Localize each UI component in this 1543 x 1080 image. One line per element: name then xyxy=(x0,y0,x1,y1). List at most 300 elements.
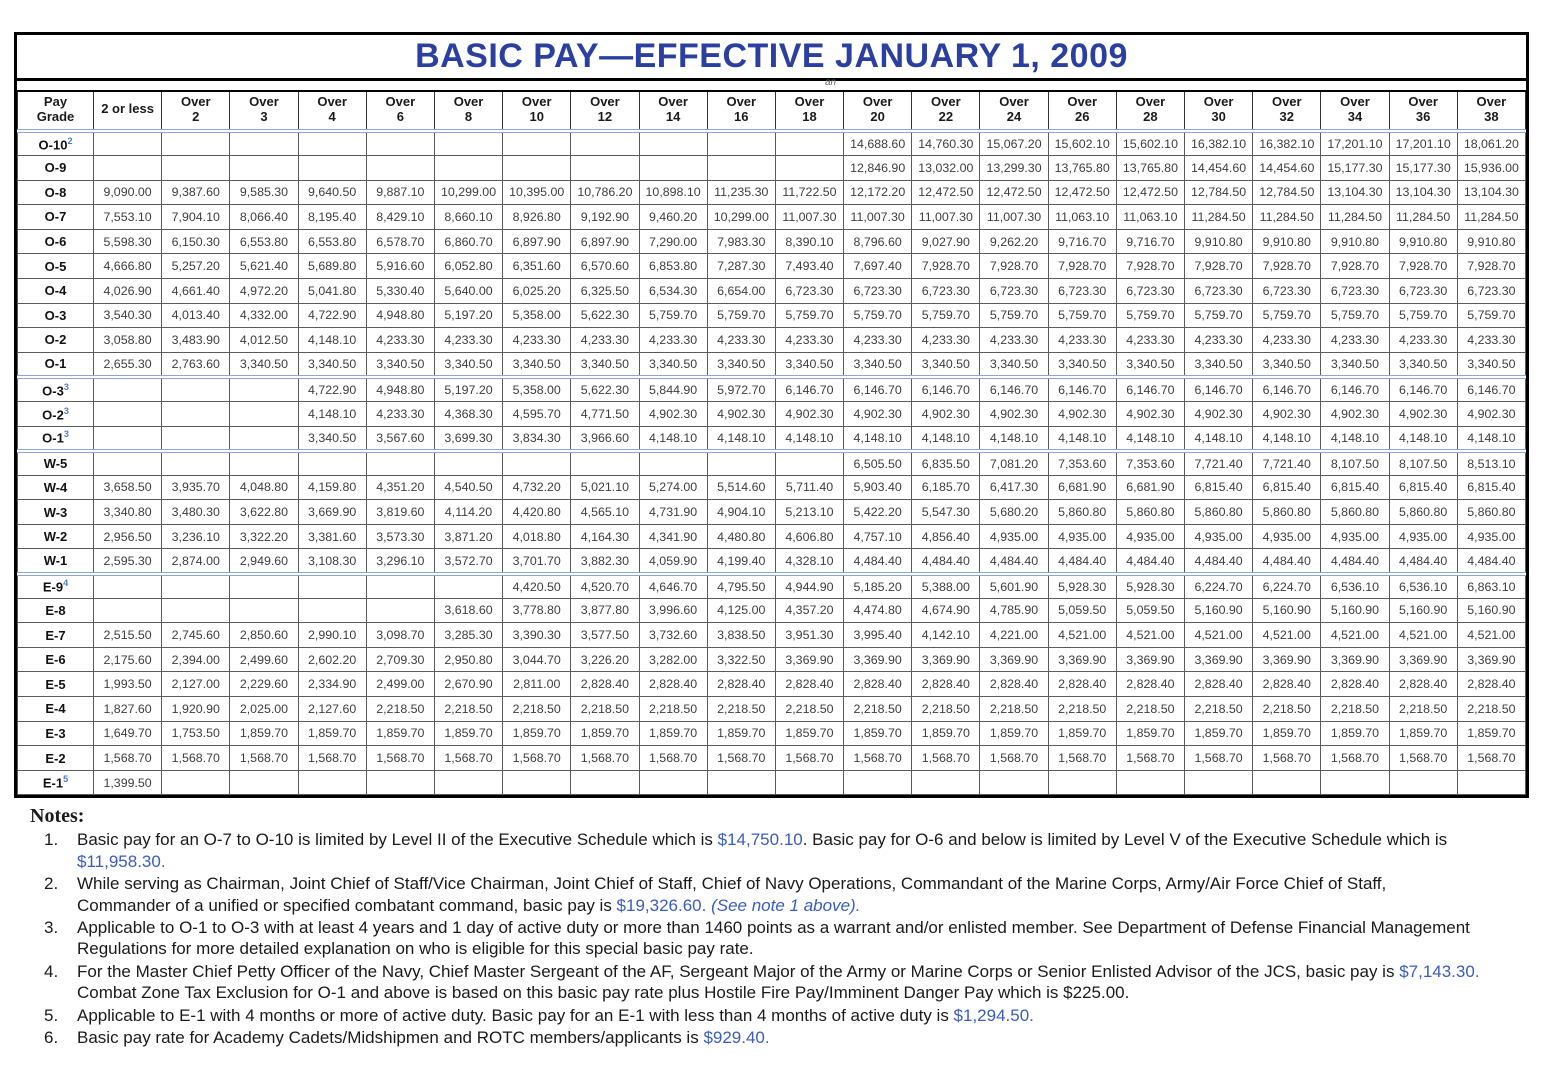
pay-cell: 4,948.80 xyxy=(366,377,434,402)
pay-cell xyxy=(434,574,502,599)
pay-cell xyxy=(230,574,298,599)
pay-cell: 4,148.10 xyxy=(1116,426,1184,451)
pay-cell: 4,148.10 xyxy=(298,401,366,426)
pay-cell: 9,887.10 xyxy=(366,180,434,205)
pay-cell xyxy=(298,598,366,623)
grade-cell: W-2 xyxy=(18,524,94,549)
pay-cell: 3,296.10 xyxy=(366,549,434,574)
pay-cell: 3,882.30 xyxy=(571,549,639,574)
note-text: Basic pay rate for Academy Cadets/Midshipmen and ROTC members/applicants is $929.40. xyxy=(77,1028,770,1048)
pay-cell: 4,233.30 xyxy=(980,328,1048,353)
pay-cell: 14,760.30 xyxy=(912,131,980,156)
grade-cell: W-5 xyxy=(18,451,94,476)
pay-cell xyxy=(162,155,230,180)
pay-cell: 6,025.20 xyxy=(503,278,571,303)
pay-cell: 6,723.30 xyxy=(1389,278,1457,303)
pay-cell: 5,021.10 xyxy=(571,475,639,500)
pay-cell: 14,454.60 xyxy=(1185,155,1253,180)
pay-cell: 7,287.30 xyxy=(707,254,775,279)
pay-cell: 5,213.10 xyxy=(775,500,843,525)
pay-cell: 4,935.00 xyxy=(1048,524,1116,549)
pay-cell: 5,160.90 xyxy=(1389,598,1457,623)
pay-cell: 3,877.80 xyxy=(571,598,639,623)
notes-section xyxy=(30,805,1523,1048)
pay-cell xyxy=(162,401,230,426)
table-row xyxy=(18,647,1526,672)
pay-cell xyxy=(162,426,230,451)
pay-cell: 1,649.70 xyxy=(94,721,162,746)
table-row xyxy=(18,697,1526,722)
pay-cell: 3,340.50 xyxy=(298,352,366,377)
pay-cell: 10,898.10 xyxy=(639,180,707,205)
pay-cell: 7,928.70 xyxy=(980,254,1048,279)
note-item xyxy=(30,961,1523,1004)
pay-cell: 2,218.50 xyxy=(1457,697,1525,722)
notes-list xyxy=(30,829,1523,1048)
pay-cell: 2,218.50 xyxy=(1389,697,1457,722)
pay-cell: 1,859.70 xyxy=(1116,721,1184,746)
pay-cell: 5,185.20 xyxy=(844,574,912,599)
pay-cell: 2,218.50 xyxy=(775,697,843,722)
pay-cell: 15,067.20 xyxy=(980,131,1048,156)
pay-cell: 6,815.40 xyxy=(1185,475,1253,500)
pay-cell: 3,340.50 xyxy=(298,426,366,451)
pay-cell: 9,387.60 xyxy=(162,180,230,205)
pay-cell: 1,859.70 xyxy=(298,721,366,746)
pay-cell: 1,859.70 xyxy=(1321,721,1389,746)
header-gap xyxy=(17,77,1526,90)
note-item xyxy=(30,917,1523,960)
pay-cell: 2,218.50 xyxy=(571,697,639,722)
pay-cell xyxy=(94,426,162,451)
pay-cell: 6,897.90 xyxy=(571,229,639,254)
pay-cell: 4,521.00 xyxy=(1389,623,1457,648)
pay-cell: 2,218.50 xyxy=(434,697,502,722)
pay-cell: 2,218.50 xyxy=(503,697,571,722)
pay-cell: 7,928.70 xyxy=(1457,254,1525,279)
pay-cell: 1,568.70 xyxy=(1185,746,1253,771)
pay-cell: 11,063.10 xyxy=(1048,205,1116,230)
pay-cell: 10,786.20 xyxy=(571,180,639,205)
pay-cell xyxy=(230,451,298,476)
pay-cell: 4,521.00 xyxy=(1321,623,1389,648)
grade-cell: E-2 xyxy=(18,746,94,771)
pay-cell xyxy=(1116,770,1184,795)
pay-cell: 4,732.20 xyxy=(503,475,571,500)
pay-cell xyxy=(503,155,571,180)
pay-cell: 9,027.90 xyxy=(912,229,980,254)
page-title: BASIC PAY—EFFECTIVE JANUARY 1, 2009 xyxy=(415,37,1128,75)
pay-cell: 3,819.60 xyxy=(366,500,434,525)
table-row xyxy=(18,623,1526,648)
pay-cell: 3,369.90 xyxy=(1048,647,1116,672)
pay-cell: 2,218.50 xyxy=(980,697,1048,722)
pay-cell: 1,859.70 xyxy=(230,721,298,746)
pay-cell: 4,233.30 xyxy=(1048,328,1116,353)
pay-cell: 4,484.40 xyxy=(1185,549,1253,574)
note-item xyxy=(30,1027,1523,1048)
pay-cell: 1,859.70 xyxy=(1048,721,1116,746)
pay-cell: 6,681.90 xyxy=(1116,475,1184,500)
pay-cell: 3,340.50 xyxy=(434,352,502,377)
pay-cell: 4,856.40 xyxy=(912,524,980,549)
pay-cell: 3,567.60 xyxy=(366,426,434,451)
pay-cell: 3,966.60 xyxy=(571,426,639,451)
pay-cell: 5,916.60 xyxy=(366,254,434,279)
pay-cell: 1,568.70 xyxy=(503,746,571,771)
pay-cell xyxy=(775,451,843,476)
pay-cell: 11,284.50 xyxy=(1321,205,1389,230)
pay-cell: 4,935.00 xyxy=(1457,524,1525,549)
pay-cell: 5,860.80 xyxy=(1389,500,1457,525)
pay-cell: 4,351.20 xyxy=(366,475,434,500)
pay-cell: 4,661.40 xyxy=(162,278,230,303)
pay-cell: 3,369.90 xyxy=(980,647,1048,672)
pay-cell xyxy=(503,131,571,156)
pay-cell: 7,928.70 xyxy=(1321,254,1389,279)
pay-cell: 3,573.30 xyxy=(366,524,434,549)
pay-cell: 3,322.50 xyxy=(707,647,775,672)
pay-cell: 4,142.10 xyxy=(912,623,980,648)
pay-cell: 2,394.00 xyxy=(162,647,230,672)
pay-cell: 3,058.80 xyxy=(94,328,162,353)
pay-cell xyxy=(230,770,298,795)
pay-cell: 2,334.90 xyxy=(298,672,366,697)
pay-cell xyxy=(230,401,298,426)
grade-cell: $O-1^3$ xyxy=(18,426,94,451)
grade-cell: O-6 xyxy=(18,229,94,254)
pay-cell: 4,904.10 xyxy=(707,500,775,525)
column-header: Over 12 xyxy=(571,91,639,131)
pay-cell: 4,368.30 xyxy=(434,401,502,426)
pay-cell: 4,935.00 xyxy=(1389,524,1457,549)
pay-cell: 3,871.20 xyxy=(434,524,502,549)
note-text: While serving as Chairman, Joint Chief of Staff/Vice Chairman, Joint Chief of Staff, Chief of Navy Operations, Commandant of the Marine Corps, Army/Air Force Chief of Staff, Commander of a unified or specified combatant command, basic pay is $19,326.60. (See note 1 above). xyxy=(77,874,1387,915)
pay-cell xyxy=(707,451,775,476)
pay-cell: 4,935.00 xyxy=(980,524,1048,549)
pay-cell: 2,828.40 xyxy=(1116,672,1184,697)
pay-cell: 5,759.70 xyxy=(1185,303,1253,328)
pay-cell: 4,148.10 xyxy=(844,426,912,451)
pay-cell: 14,688.60 xyxy=(844,131,912,156)
table-row xyxy=(18,303,1526,328)
pay-cell xyxy=(162,131,230,156)
pay-cell xyxy=(639,451,707,476)
pay-cell: 9,910.80 xyxy=(1389,229,1457,254)
pay-cell: 2,828.40 xyxy=(1253,672,1321,697)
pay-cell: 2,950.80 xyxy=(434,647,502,672)
pay-cell: 5,759.70 xyxy=(639,303,707,328)
pay-cell: 2,499.60 xyxy=(230,647,298,672)
pay-cell: 4,233.30 xyxy=(1389,328,1457,353)
note-item xyxy=(30,873,1523,916)
pay-cell: 5,059.50 xyxy=(1116,598,1184,623)
pay-cell: 6,146.70 xyxy=(1457,377,1525,402)
pay-cell: 3,572.70 xyxy=(434,549,502,574)
pay-cell: 6,146.70 xyxy=(1253,377,1321,402)
pay-cell: 2,218.50 xyxy=(1185,697,1253,722)
pay-cell xyxy=(162,377,230,402)
pay-cell: 4,540.50 xyxy=(434,475,502,500)
pay-cell: 9,910.80 xyxy=(1253,229,1321,254)
pay-cell: 5,598.30 xyxy=(94,229,162,254)
pay-cell: 4,722.90 xyxy=(298,377,366,402)
pay-cell: 4,233.30 xyxy=(707,328,775,353)
pay-cell: 1,568.70 xyxy=(639,746,707,771)
pay-cell xyxy=(707,155,775,180)
pay-cell: 4,521.00 xyxy=(1048,623,1116,648)
pay-cell: 15,936.00 xyxy=(1457,155,1525,180)
pay-cell: 6,553.80 xyxy=(298,229,366,254)
pay-cell: 2,828.40 xyxy=(912,672,980,697)
pay-cell: 2,828.40 xyxy=(639,672,707,697)
pay-cell: 2,828.40 xyxy=(1048,672,1116,697)
pay-cell: 1,568.70 xyxy=(1048,746,1116,771)
pay-cell xyxy=(1048,770,1116,795)
pay-cell: 6,723.30 xyxy=(1048,278,1116,303)
pay-cell: 3,834.30 xyxy=(503,426,571,451)
pay-cell: 3,369.90 xyxy=(775,647,843,672)
pay-cell: 4,948.80 xyxy=(366,303,434,328)
pay-cell: 4,233.30 xyxy=(1116,328,1184,353)
pay-cell: 5,844.90 xyxy=(639,377,707,402)
pay-cell: 5,759.70 xyxy=(844,303,912,328)
pay-cell: 12,472.50 xyxy=(1116,180,1184,205)
pay-cell: 4,148.10 xyxy=(707,426,775,451)
column-header: Over 24 xyxy=(980,91,1048,131)
pay-cell: 4,944.90 xyxy=(775,574,843,599)
column-header: Over 10 xyxy=(503,91,571,131)
pay-cell: 6,815.40 xyxy=(1457,475,1525,500)
column-header: Over 4 xyxy=(298,91,366,131)
pay-cell: 5,197.20 xyxy=(434,377,502,402)
pay-cell: 7,928.70 xyxy=(1116,254,1184,279)
table-row xyxy=(18,131,1526,156)
pay-cell: 3,390.30 xyxy=(503,623,571,648)
pay-cell: 5,358.00 xyxy=(503,303,571,328)
pay-cell: 7,081.20 xyxy=(980,451,1048,476)
pay-cell: 7,290.00 xyxy=(639,229,707,254)
table-row xyxy=(18,770,1526,795)
pay-cell: 12,846.90 xyxy=(844,155,912,180)
pay-cell: 6,723.30 xyxy=(912,278,980,303)
pay-cell: 1,859.70 xyxy=(1457,721,1525,746)
pay-cell: 1,859.70 xyxy=(1185,721,1253,746)
pay-cell: 5,759.70 xyxy=(707,303,775,328)
pay-cell xyxy=(775,131,843,156)
pay-table-frame xyxy=(14,32,1529,798)
pay-cell: 5,041.80 xyxy=(298,278,366,303)
pay-cell: 2,709.30 xyxy=(366,647,434,672)
pay-cell: 2,949.60 xyxy=(230,549,298,574)
pay-cell: 12,784.50 xyxy=(1185,180,1253,205)
pay-cell: 6,536.10 xyxy=(1389,574,1457,599)
pay-cell: 4,484.40 xyxy=(1389,549,1457,574)
pay-cell: 2,218.50 xyxy=(1253,697,1321,722)
pay-cell xyxy=(298,770,366,795)
pay-cell: 1,859.70 xyxy=(1253,721,1321,746)
pay-cell xyxy=(912,770,980,795)
pay-cell xyxy=(571,770,639,795)
title-bar xyxy=(17,35,1526,81)
pay-cell: 3,340.50 xyxy=(1253,352,1321,377)
pay-cell xyxy=(230,377,298,402)
pay-cell: 5,622.30 xyxy=(571,303,639,328)
pay-cell: 4,148.10 xyxy=(1185,426,1253,451)
pay-cell: 3,340.50 xyxy=(503,352,571,377)
pay-cell xyxy=(1185,770,1253,795)
grade-cell: E-4 xyxy=(18,697,94,722)
pay-cell xyxy=(298,451,366,476)
pay-cell: 1,568.70 xyxy=(571,746,639,771)
note-text: Basic pay for an O-7 to O-10 is limited by Level II of the Executive Schedule which is $14,750.10. Basic pay for O-6 and below is limited by Level V of the Executive Schedule which is $11,958.30. xyxy=(77,830,1448,871)
pay-cell: 13,765.80 xyxy=(1048,155,1116,180)
pay-cell xyxy=(707,131,775,156)
pay-cell: 5,160.90 xyxy=(1457,598,1525,623)
pay-cell: 4,233.30 xyxy=(571,328,639,353)
pay-cell: 4,731.90 xyxy=(639,500,707,525)
pay-cell: 4,148.10 xyxy=(980,426,1048,451)
pay-cell: 2,874.00 xyxy=(162,549,230,574)
pay-cell xyxy=(571,131,639,156)
pay-cell: 6,723.30 xyxy=(1253,278,1321,303)
column-header: Over 6 xyxy=(366,91,434,131)
table-row xyxy=(18,524,1526,549)
pay-cell: 2,828.40 xyxy=(1185,672,1253,697)
note-number: 1. xyxy=(44,830,59,850)
pay-cell: 6,723.30 xyxy=(1457,278,1525,303)
pay-cell: 5,330.40 xyxy=(366,278,434,303)
pay-cell: 2,670.90 xyxy=(434,672,502,697)
pay-cell xyxy=(434,770,502,795)
grade-cell: E-5 xyxy=(18,672,94,697)
table-row xyxy=(18,475,1526,500)
pay-cell xyxy=(639,155,707,180)
pay-cell: 8,429.10 xyxy=(366,205,434,230)
pay-cell: 8,796.60 xyxy=(844,229,912,254)
pay-cell: 7,553.10 xyxy=(94,205,162,230)
pay-cell: 4,233.30 xyxy=(503,328,571,353)
pay-cell: 5,860.80 xyxy=(1185,500,1253,525)
pay-cell: 4,902.30 xyxy=(639,401,707,426)
pay-cell: 2,218.50 xyxy=(844,697,912,722)
pay-cell: 7,721.40 xyxy=(1185,451,1253,476)
pay-cell xyxy=(94,451,162,476)
pay-cell: 6,723.30 xyxy=(775,278,843,303)
grade-cell: O-5 xyxy=(18,254,94,279)
pay-cell: 7,928.70 xyxy=(1389,254,1457,279)
pay-cell: 10,299.00 xyxy=(707,205,775,230)
pay-cell xyxy=(162,574,230,599)
pay-cell: 6,146.70 xyxy=(912,377,980,402)
pay-cell: 5,759.70 xyxy=(980,303,1048,328)
pay-cell xyxy=(1389,770,1457,795)
pay-cell: 4,646.70 xyxy=(639,574,707,599)
pay-cell xyxy=(366,574,434,599)
pay-cell: 4,012.50 xyxy=(230,328,298,353)
pay-cell: 4,164.30 xyxy=(571,524,639,549)
pay-cell: 4,233.30 xyxy=(366,328,434,353)
pay-cell: 4,233.30 xyxy=(1253,328,1321,353)
pay-cell: 3,340.50 xyxy=(571,352,639,377)
pay-cell: 1,568.70 xyxy=(707,746,775,771)
pay-cell: 4,935.00 xyxy=(1321,524,1389,549)
pay-cell: 3,996.60 xyxy=(639,598,707,623)
pay-cell: 6,146.70 xyxy=(1048,377,1116,402)
table-row xyxy=(18,721,1526,746)
pay-cell: 6,815.40 xyxy=(1253,475,1321,500)
pay-cell: 3,340.50 xyxy=(775,352,843,377)
pay-cell: 2,763.60 xyxy=(162,352,230,377)
pay-cell: 5,759.70 xyxy=(1253,303,1321,328)
pay-cell: 4,595.70 xyxy=(503,401,571,426)
pay-cell: 6,185.70 xyxy=(912,475,980,500)
pay-cell: 11,284.50 xyxy=(1253,205,1321,230)
pay-cell xyxy=(298,574,366,599)
pay-cell: 3,778.80 xyxy=(503,598,571,623)
pay-cell: 4,484.40 xyxy=(1048,549,1116,574)
pay-cell: 5,759.70 xyxy=(912,303,980,328)
pay-cell: 4,902.30 xyxy=(1185,401,1253,426)
note-number: 5. xyxy=(44,1005,59,1025)
pay-cell: 6,723.30 xyxy=(1185,278,1253,303)
pay-cell: 9,910.80 xyxy=(1185,229,1253,254)
pay-cell: 4,757.10 xyxy=(844,524,912,549)
pay-cell: 6,325.50 xyxy=(571,278,639,303)
pay-cell: 4,233.30 xyxy=(844,328,912,353)
pay-cell: 4,484.40 xyxy=(980,549,1048,574)
grade-cell: W-4 xyxy=(18,475,94,500)
pay-cell xyxy=(1321,770,1389,795)
pay-cell: 5,759.70 xyxy=(1048,303,1116,328)
pay-cell: 6,146.70 xyxy=(1321,377,1389,402)
pay-cell: 6,681.90 xyxy=(1048,475,1116,500)
pay-cell: 3,369.90 xyxy=(1116,647,1184,672)
pay-cell: 11,007.30 xyxy=(980,205,1048,230)
pay-cell: 8,513.10 xyxy=(1457,451,1525,476)
grade-cell: O-7 xyxy=(18,205,94,230)
table-row xyxy=(18,155,1526,180)
pay-cell: 4,357.20 xyxy=(775,598,843,623)
pay-cell: 2,127.00 xyxy=(162,672,230,697)
table-row xyxy=(18,500,1526,525)
pay-cell: 1,859.70 xyxy=(775,721,843,746)
pay-cell: 3,282.00 xyxy=(639,647,707,672)
pay-cell xyxy=(230,426,298,451)
pay-cell: 11,007.30 xyxy=(775,205,843,230)
pay-cell: 12,172.20 xyxy=(844,180,912,205)
pay-cell xyxy=(775,770,843,795)
pay-cell: 4,233.30 xyxy=(1457,328,1525,353)
pay-cell xyxy=(366,155,434,180)
pay-cell: 3,340.50 xyxy=(639,352,707,377)
pay-cell: 4,902.30 xyxy=(1253,401,1321,426)
pay-cell: 7,928.70 xyxy=(912,254,980,279)
pay-cell: 2,956.50 xyxy=(94,524,162,549)
pay-cell: 2,602.20 xyxy=(298,647,366,672)
pay-cell: 6,815.40 xyxy=(1389,475,1457,500)
pay-cell xyxy=(298,131,366,156)
pay-cell: 1,920.90 xyxy=(162,697,230,722)
pay-cell xyxy=(162,598,230,623)
note-text: For the Master Chief Petty Officer of the Navy, Chief Master Sergeant of the AF, Sergeant Major of the Army or Marine Corps or Senior Enlisted Advisor of the JCS, basic pay is $7,143.30. Combat Zone Tax Exclusion for O-1 and above is based on this basic pay rate plus Hostile Fire Pay/Imminent Danger Pay which is $225.00. xyxy=(77,961,1480,1003)
pay-cell: 5,622.30 xyxy=(571,377,639,402)
pay-cell: 4,935.00 xyxy=(1253,524,1321,549)
note-number: 2. xyxy=(44,874,59,894)
pay-cell: 12,472.50 xyxy=(980,180,1048,205)
pay-cell: 4,785.90 xyxy=(980,598,1048,623)
pay-cell: 6,146.70 xyxy=(1185,377,1253,402)
